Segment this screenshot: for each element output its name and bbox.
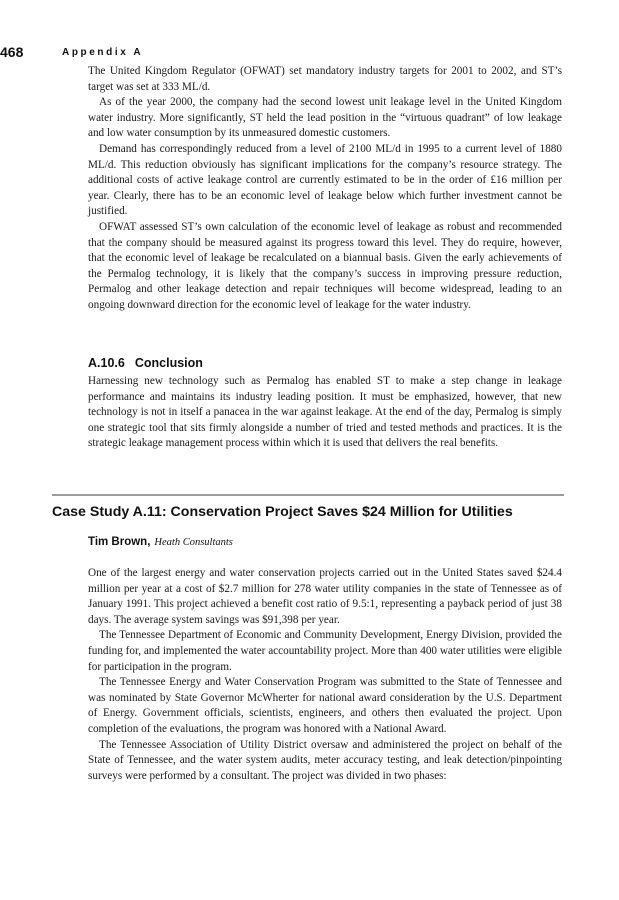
- paragraph: Harnessing new technology such as Permalog has enabled ST to make a step change in leakage performance and maintains its industry leading position. It must be emphasized, however, that new technology is not in itself a panacea in the war against leakage. At the end of the day, Permalog is simply one strategic tool that sits firmly alongside a number of tried and tested methods and practices. It is the strategic leakage management process within which it is used that delivers the real benefits.: [88, 375, 562, 450]
- intro-section: [88, 64, 562, 314]
- section-title: Conclusion: [134, 356, 203, 370]
- paragraph: The Tennessee Energy and Water Conservation Program was submitted to the State of Tennessee and was nominated by State Governor McWherter for national award consideration by the U.S. Department of Energy. Government officials, scientists, engineers, and others then evaluated the project. Upon completion of the evaluations, the program was honored with a National Award.: [88, 676, 562, 735]
- header-label: Appendix A: [62, 47, 144, 58]
- author-name: Tim Brown,: [88, 536, 151, 548]
- paragraph: The Tennessee Department of Economic and Community Development, Energy Division, provided the funding for, and implemented the water accountability project. More than 400 water utilities were eligible for participation in the program.: [88, 629, 562, 673]
- section-heading: [88, 356, 203, 370]
- section-divider: [52, 494, 564, 496]
- paragraph: The United Kingdom Regulator (OFWAT) set mandatory industry targets for 2001 to 2002, and ST’s target was set at 333 ML/d.: [88, 65, 562, 93]
- paragraph: The Tennessee Association of Utility District oversaw and administered the project on behalf of the State of Tennessee, and the water system audits, meter accuracy testing, and leak detection/pinpointing surveys were performed by a consultant. The project was divided in two phases:: [88, 738, 562, 782]
- paragraph: One of the largest energy and water conservation projects carried out in the United States saved $24.4 million per year at a cost of $2.7 million for 278 water utility companies in the state of Tennessee as of January 1991. This project achieved a benefit cost ratio of 9.5:1, representing a payback period of just 38 days. The average system savings was $91,398 per year.: [88, 567, 562, 626]
- section-number: A.10.6: [88, 356, 125, 370]
- paragraph: Demand has correspondingly reduced from a level of 2100 ML/d in 1995 to a current level of 1880 ML/d. This reduction obviously has significant implications for the company’s resource strategy. The additional costs of active leakage control are currently estimated to be in the order of £16 million per year. Clearly, there has to be an economic level of leakage below which further investment cannot be justified.: [88, 142, 562, 218]
- conclusion-section: [88, 374, 562, 452]
- paragraph: OFWAT assessed ST’s own calculation of the economic level of leakage as robust and recommended that the company should be measured against its progress toward this level. They do require, however, that the economic level of leakage be recalculated on a biannual basis. Given the early achievements of the Permalog technology, it is likely that the company’s success in improving pressure reduction, Permalog and other leakage detection and repair techniques will become widespread, leading to an ongoing downward direction for the economic level of leakage for the water industry.: [88, 220, 562, 311]
- page-number: 468: [0, 44, 24, 60]
- case-study-title: Case Study A.11: Conservation Project Saves $24 Million for Utilities: [52, 504, 513, 520]
- paragraph: As of the year 2000, the company had the second lowest unit leakage level in the United Kingdom water industry. More significantly, ST held the lead position in the “virtuous quadrant” of low leakage and low water consumption by its unmeasured domestic customers.: [88, 96, 562, 140]
- author-affiliation: Heath Consultants: [154, 537, 233, 548]
- case-study-body: [88, 566, 562, 784]
- byline: [88, 532, 233, 550]
